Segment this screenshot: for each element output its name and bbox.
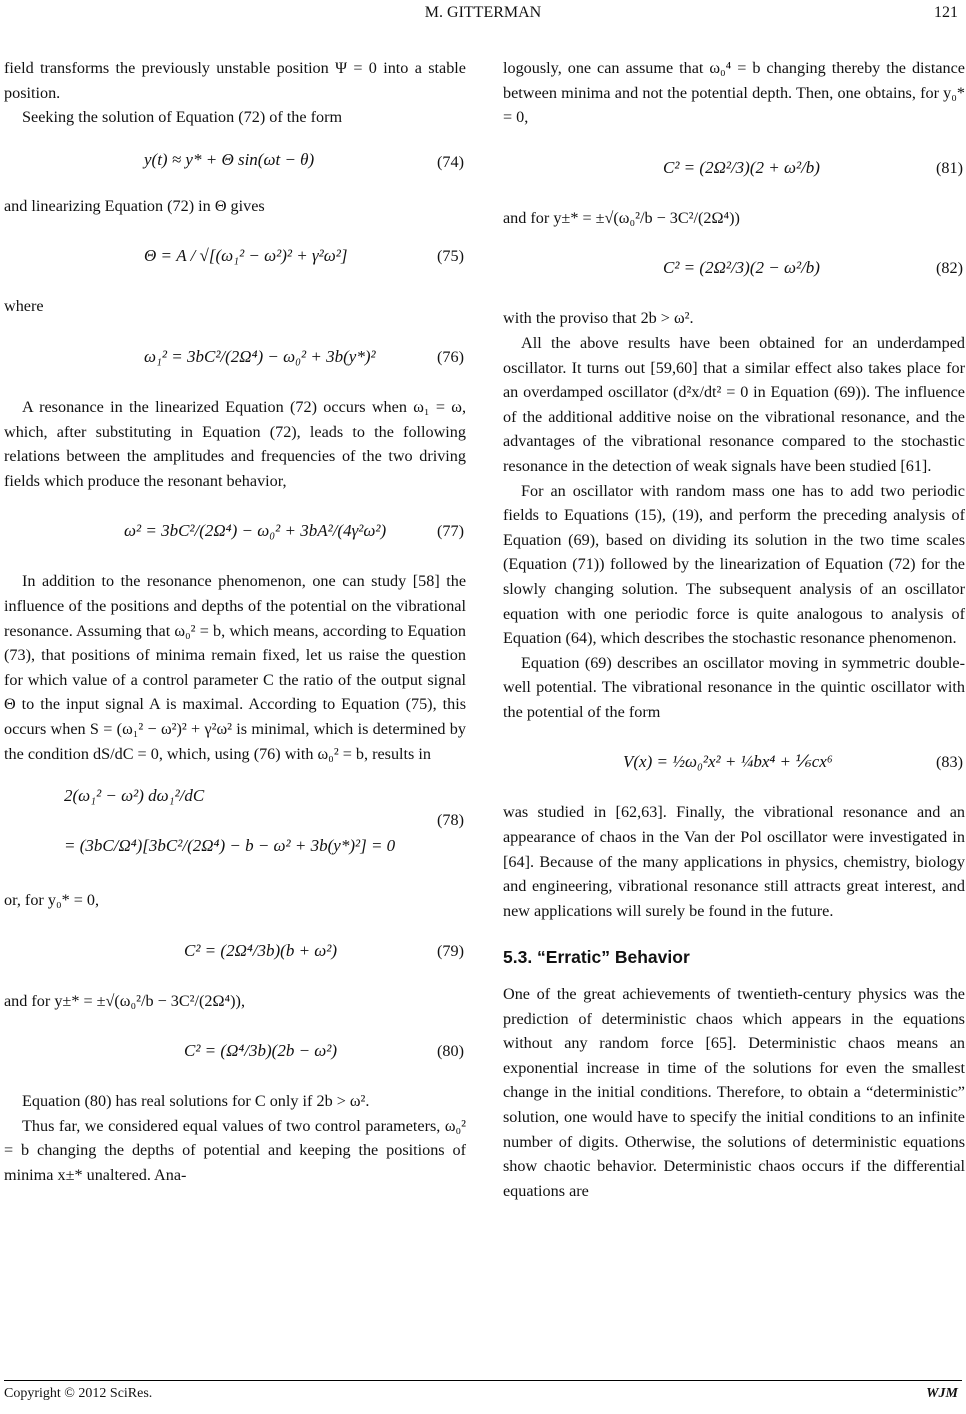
equation-77 bbox=[4, 499, 466, 563]
equation-78 bbox=[4, 772, 466, 882]
equation-body: ω² = 3bC²/(2Ω⁴) − ω₀² + 3bA²/(4γ²ω²) bbox=[124, 521, 387, 541]
paragraph: One of the great achievements of twentieth-century physics was the prediction of deterministic chaos which appears in the equations without any random force [65]. Deterministic chaos means an exponential increase in time of the solutions for even the smallest change in the initial conditions. Therefore, to obtain a “deterministic” solution, one would have to specify the initial conditions to an infinite number of digits. Otherwise, the solutions of deterministic equations show chaotic behavior. Deterministic chaos occurs if the differential equations are bbox=[503, 985, 965, 1200]
equation-number: (78) bbox=[437, 811, 464, 830]
paragraph: and for y±* = ±√(ω₀²/b − 3C²/(2Ω⁴)), bbox=[4, 991, 245, 1010]
paragraph: with the proviso that 2b > ω². bbox=[503, 309, 694, 328]
equation-79 bbox=[4, 919, 466, 983]
footer-divider bbox=[4, 1380, 962, 1381]
equation-number: (81) bbox=[936, 158, 963, 177]
paragraph: In addition to the resonance phenomenon, one can study [58] the influence of the positions and depths of the potential on the vibrational resonance. Assuming that ω₀² = b, which means, according to Equation (73), that positions of minima remain fixed, let us raise the question for which value of a control parameter C the ratio of the output signal Θ to the input signal A is maximal. According to Equation (75), this occurs when S = (ω₁² − ω²)² + γ²ω² is minimal, which is determined by the condition dS/dC = 0, which, using (76) with ω₀² = b, results in bbox=[4, 572, 466, 763]
paragraph: and for y±* = ±√(ω₀²/b − 3C²/(2Ω⁴)) bbox=[503, 208, 740, 227]
equation-number: (79) bbox=[437, 941, 464, 960]
equation-body: Θ = A / √[(ω₁² − ω²)² + γ²ω²] bbox=[144, 246, 348, 266]
paragraph: Thus far, we considered equal values of two control parameters, ω₀² = b changing the depths of potential and keeping the positions of minima x±* unaltered. Ana- bbox=[4, 1116, 466, 1185]
right-column bbox=[503, 56, 965, 1203]
equation-body: y(t) ≈ y* + Θ sin(ωt − θ) bbox=[144, 149, 315, 169]
equation-number: (83) bbox=[936, 753, 963, 772]
equation-75 bbox=[4, 224, 466, 288]
paragraph: or, for y₀* = 0, bbox=[4, 891, 100, 910]
equation-line: = (3bC/Ω⁴)[3bC²/(2Ω⁴) − b − ω² + 3b(y*)²] = 0 bbox=[64, 836, 396, 856]
paragraph: was studied in [62,63]. Finally, the vibrational resonance and an appearance of chaos in the Van der Pol oscillator were investigated in [64]. Because of the many applications in physics, chemistry, biology and engineering, vibrational resonance still attracts great interest, and new applications will surely be found in the future. bbox=[503, 803, 965, 920]
paragraph: logously, one can assume that ω₀⁴ = b changing thereby the distance between minima and not the potential depth. Then, one obtains, for y₀* = 0, bbox=[503, 59, 965, 127]
paragraph: For an oscillator with random mass one has to add two periodic fields to Equations (15), (19), and perform the preceding analysis of Equation (69), based on dividing its solution in the two time scales (Equation (71)) followed by the linearization of Equation (72) for the slowly changing solution. The subsequent analysis of an oscillator equation with one periodic force is quite analogous to analysis of Equation (64), which describes the stochastic resonance phenomenon. bbox=[503, 481, 965, 648]
equation-body: C² = (Ω⁴/3b)(2b − ω²) bbox=[184, 1041, 338, 1061]
equation-82 bbox=[503, 236, 965, 300]
journal-abbrev: WJM bbox=[926, 1386, 958, 1401]
paragraph: Equation (69) describes an oscillator moving in symmetric double-well potential. The vibrational resonance in the quintic oscillator with the potential of the form bbox=[503, 653, 965, 721]
equation-body: V(x) = ½ω₀²x² + ¼bx⁴ + ⅙cx⁶ bbox=[623, 752, 833, 772]
equation-number: (75) bbox=[437, 247, 464, 266]
equation-number: (77) bbox=[437, 522, 464, 541]
equation-number: (82) bbox=[936, 259, 963, 278]
paragraph: All the above results have been obtained for an underdamped oscillator. It turns out [59,60] that a similar effect also takes place for an overdamped oscillator (d²x/dt² = 0 in Equation (69)). The influence of the additional additive noise on the vibrational resonance, and the advantages of the vibrational resonance compared to the stochastic resonance in the detection of weak signals have been studied [61]. bbox=[503, 333, 965, 475]
equation-line: 2(ω₁² − ω²) dω₁²/dC bbox=[64, 786, 205, 806]
paragraph: and linearizing Equation (72) in Θ gives bbox=[4, 196, 265, 215]
copyright-notice: Copyright © 2012 SciRes. bbox=[4, 1386, 153, 1401]
page-header bbox=[0, 4, 966, 28]
section-heading: 5.3. “Erratic” Behavior bbox=[503, 947, 690, 968]
equation-80 bbox=[4, 1019, 466, 1083]
paragraph: field transforms the previously unstable position Ψ = 0 into a stable position. bbox=[4, 59, 466, 102]
equation-body: ω₁² = 3bC²/(2Ω⁴) − ω₀² + 3b(y*)² bbox=[144, 346, 376, 366]
equation-74 bbox=[4, 136, 466, 188]
paragraph: Seeking the solution of Equation (72) of the form bbox=[22, 108, 343, 127]
equation-body: C² = (2Ω⁴/3b)(b + ω²) bbox=[184, 940, 338, 960]
equation-body: C² = (2Ω²/3)(2 − ω²/b) bbox=[663, 258, 820, 278]
equation-body: C² = (2Ω²/3)(2 + ω²/b) bbox=[663, 157, 820, 177]
paragraph: A resonance in the linearized Equation (72) occurs when ω₁ = ω, which, after substituting in Equation (72), leads to the following relations between the amplitudes and frequencies of the two driving fields which produce the resonant behavior, bbox=[4, 397, 466, 490]
page-number: 121 bbox=[934, 4, 958, 21]
equation-76 bbox=[4, 325, 466, 389]
running-title: M. GITTERMAN bbox=[424, 4, 542, 21]
equation-number: (76) bbox=[437, 347, 464, 366]
left-column bbox=[4, 56, 466, 1188]
equation-83 bbox=[503, 730, 965, 794]
equation-number: (74) bbox=[437, 152, 464, 171]
paragraph: Equation (80) has real solutions for C only if 2b > ω². bbox=[22, 1092, 370, 1111]
equation-81 bbox=[503, 136, 965, 200]
paragraph: where bbox=[4, 297, 44, 316]
equation-number: (80) bbox=[437, 1042, 464, 1061]
